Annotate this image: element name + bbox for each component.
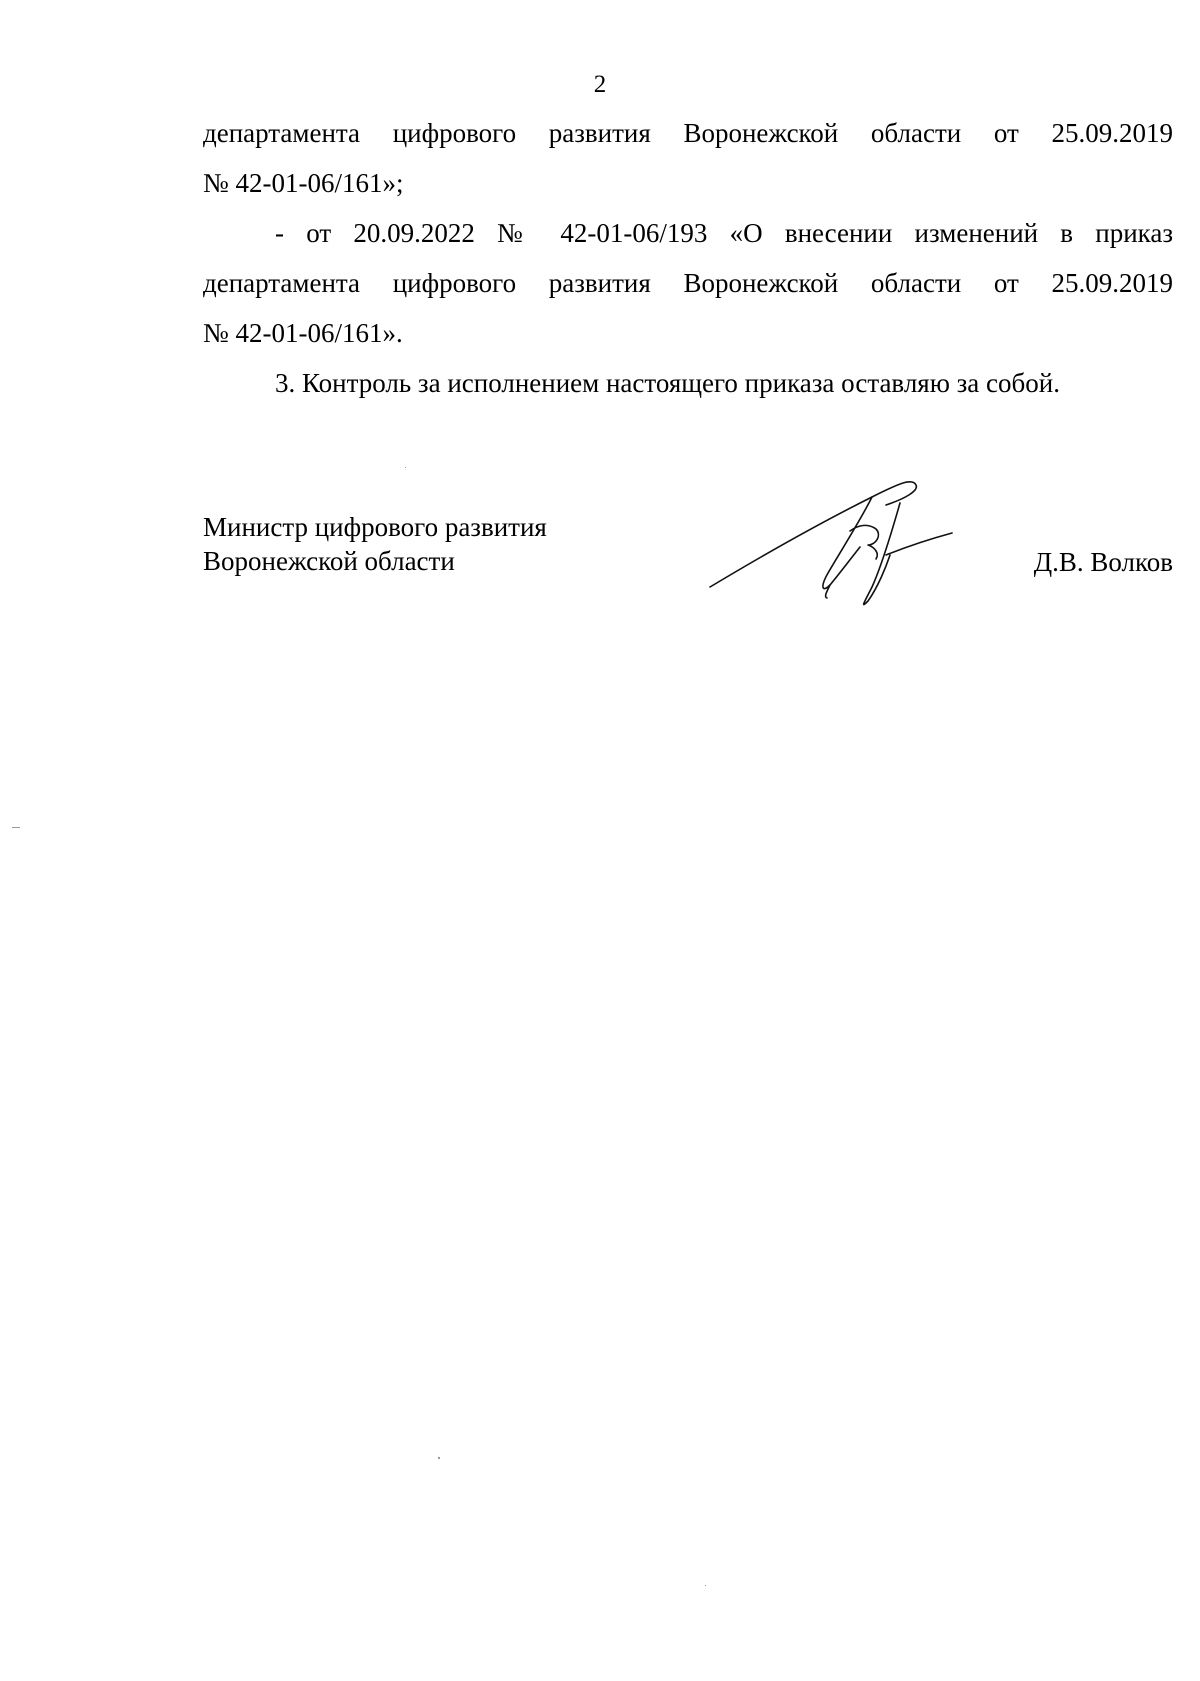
body-text	[203, 358, 1173, 408]
signature-stroke	[886, 533, 952, 555]
signature-stroke	[864, 503, 900, 605]
scan-artifact	[405, 467, 406, 468]
signatory-title-line: Министр цифрового развития	[203, 512, 547, 542]
signatory-title-line: Воронежской области	[203, 546, 455, 576]
text-line: 3. Контроль за исполнением настоящего приказа оставляю за собой.	[275, 368, 1060, 398]
body-text	[203, 108, 1173, 208]
text-line: № 42-01-06/161»;	[203, 168, 404, 198]
signature-stroke	[823, 497, 872, 589]
text-line: департамента цифрового развития Воронежской области от 25.09.2019	[203, 268, 1173, 298]
text-line: № 42-01-06/161».	[203, 318, 403, 348]
scan-artifact	[12, 827, 20, 828]
body-text	[203, 208, 1173, 358]
signatory-name: Д.В. Волков	[1033, 547, 1173, 577]
signature-stroke	[710, 482, 916, 587]
signatory-title	[203, 510, 547, 578]
page-number: 2	[593, 71, 607, 98]
text-line: департамента цифрового развития Воронежской области от 25.09.2019	[203, 118, 1173, 148]
scan-artifact	[438, 1457, 440, 1459]
scan-artifact	[705, 1585, 706, 1586]
handwritten-signature	[700, 475, 980, 610]
text-line: - от 20.09.2022 № 42-01-06/193 «О внесении изменений в приказ	[275, 218, 1173, 248]
